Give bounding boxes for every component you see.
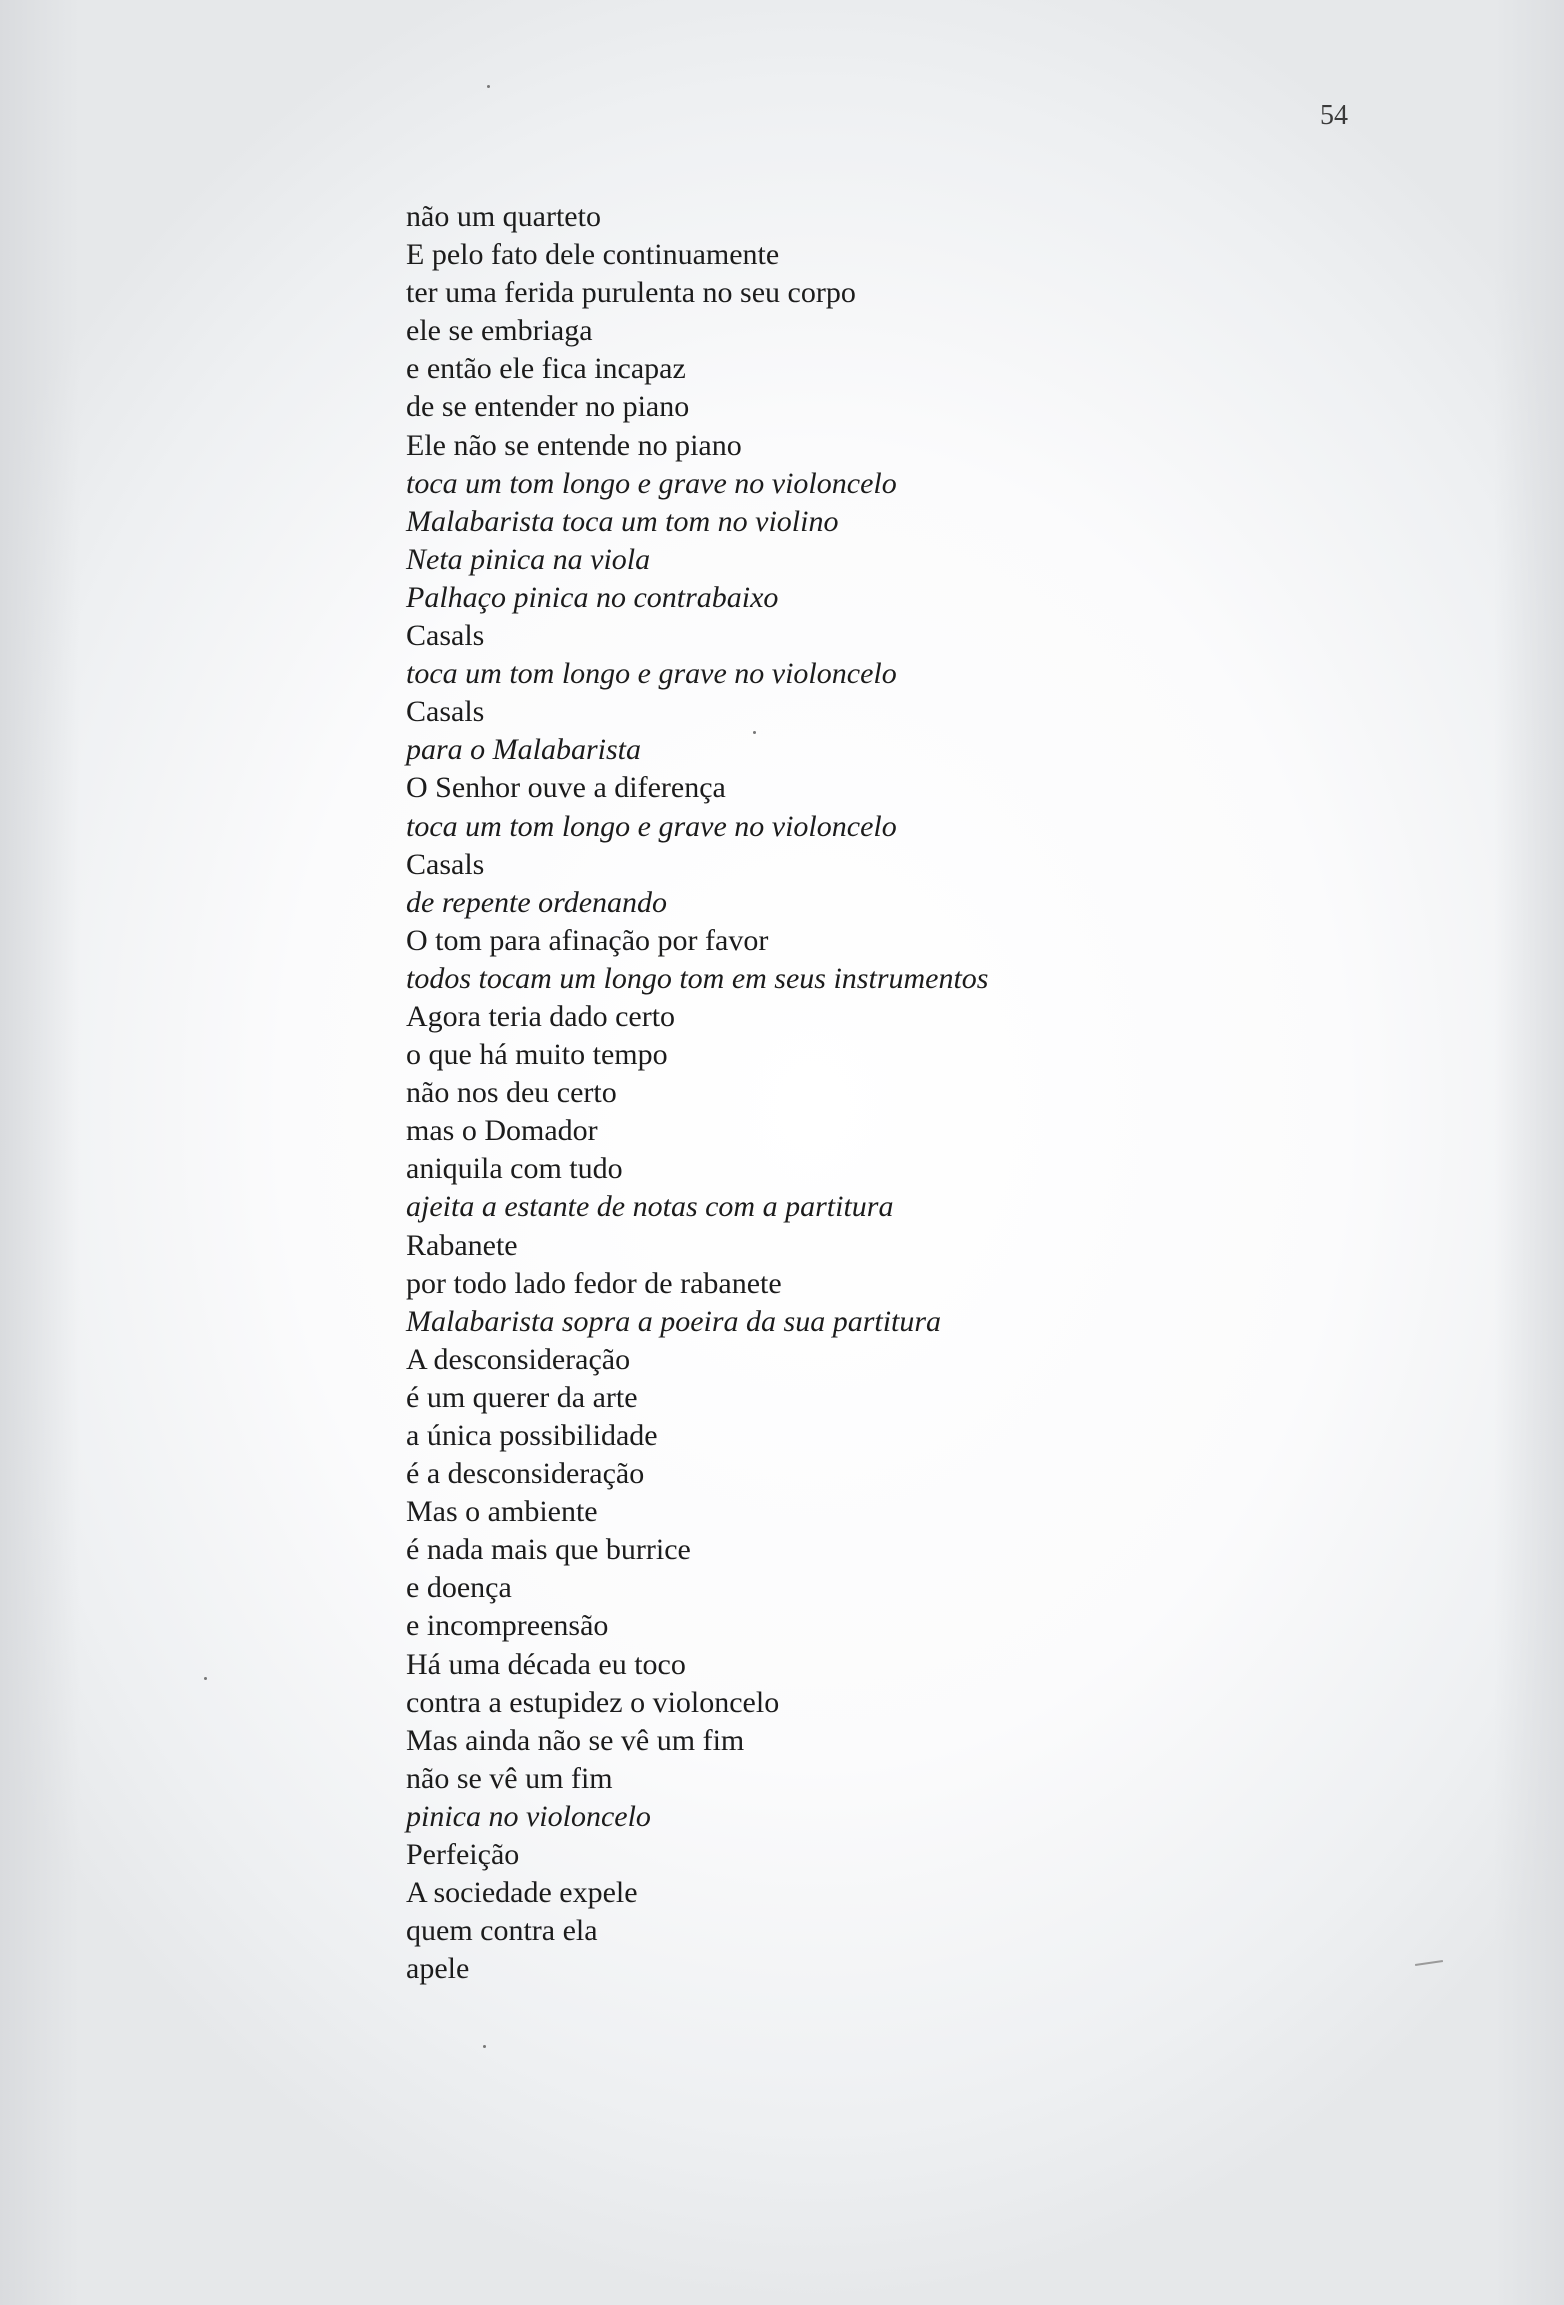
stage-direction-line: de repente ordenando	[406, 885, 668, 919]
stage-direction-line: Neta pinica na viola	[406, 542, 651, 576]
poem-line: Há uma década eu toco	[406, 1647, 686, 1681]
poem-line: a única possibilidade	[406, 1419, 658, 1452]
poem-line: Casals	[406, 695, 485, 729]
stage-direction-line: Malabarista toca um tom no violino	[406, 504, 839, 538]
dust-speck	[753, 731, 756, 734]
page-edge-shadow-left	[0, 0, 80, 2305]
stage-direction-line: todos tocam um longo tom em seus instrumentos	[406, 961, 989, 995]
poem-line: por todo lado fedor de rabanete	[406, 1266, 782, 1300]
poem-line: e então ele fica incapaz	[406, 352, 686, 386]
stage-direction-line: ajeita a estante de notas com a partitura	[406, 1190, 894, 1224]
poem-line: A desconsideração	[406, 1342, 631, 1376]
poem-line: O Senhor ouve a diferença	[406, 771, 726, 805]
poem-line: E pelo fato dele continuamente	[406, 238, 780, 272]
poem-line: o que há muito tempo	[406, 1038, 668, 1072]
poem-line: não nos deu certo	[406, 1076, 617, 1110]
poem-line: contra a estupidez o violoncelo	[406, 1685, 780, 1719]
poem-line: é nada mais que burrice	[406, 1533, 691, 1567]
poem-line: é um querer da arte	[406, 1380, 638, 1414]
dust-speck	[483, 2045, 486, 2048]
stage-direction-line: toca um tom longo e grave no violoncelo	[406, 466, 897, 500]
poem-line: quem contra ela	[406, 1914, 598, 1948]
stage-direction-line: toca um tom longo e grave no violoncelo	[406, 657, 897, 691]
poem-line: Rabanete	[406, 1228, 518, 1262]
poem-line: O tom para afinação por favor	[406, 923, 769, 957]
poem-line: apele	[406, 1952, 470, 1986]
fold-mark	[1415, 1960, 1443, 1966]
dust-speck	[487, 85, 490, 88]
poem-line: é a desconsideração	[406, 1457, 645, 1491]
poem-line: Casals	[406, 847, 485, 881]
poem-line: ter uma ferida purulenta no seu corpo	[406, 276, 856, 310]
poem-line: Casals	[406, 619, 485, 653]
poem-line: Ele não se entende no piano	[406, 428, 742, 462]
poem-line: ele se embriaga	[406, 314, 593, 348]
stage-direction-line: toca um tom longo e grave no violoncelo	[406, 809, 897, 843]
stage-direction-line: pinica no violoncelo	[406, 1799, 651, 1833]
dust-speck	[204, 1677, 207, 1680]
stage-direction-line: para o Malabarista	[406, 733, 642, 767]
poem-line: Perfeição	[406, 1838, 520, 1872]
stage-direction-line: Palhaço pinica no contrabaixo	[406, 580, 779, 614]
poem-line: Mas o ambiente	[406, 1495, 598, 1529]
stage-direction-line: Malabarista sopra a poeira da sua partitura	[406, 1304, 942, 1338]
page-edge-shadow-right	[1494, 0, 1564, 2305]
poem-line: de se entender no piano	[406, 390, 690, 424]
poem-line: A sociedade expele	[406, 1876, 638, 1910]
page-number: 54	[1320, 100, 1348, 131]
poem-line: não se vê um fim	[406, 1761, 613, 1795]
poem-line: Mas ainda não se vê um fim	[406, 1723, 745, 1757]
poem-line: Agora teria dado certo	[406, 999, 676, 1033]
poem-text-block	[406, 198, 1406, 1988]
poem-line: e doença	[406, 1571, 512, 1605]
poem-line: e incompreensão	[406, 1609, 609, 1643]
poem-line: aniquila com tudo	[406, 1152, 623, 1186]
poem-line: não um quarteto	[406, 200, 601, 233]
poem-line: mas o Domador	[406, 1114, 598, 1148]
